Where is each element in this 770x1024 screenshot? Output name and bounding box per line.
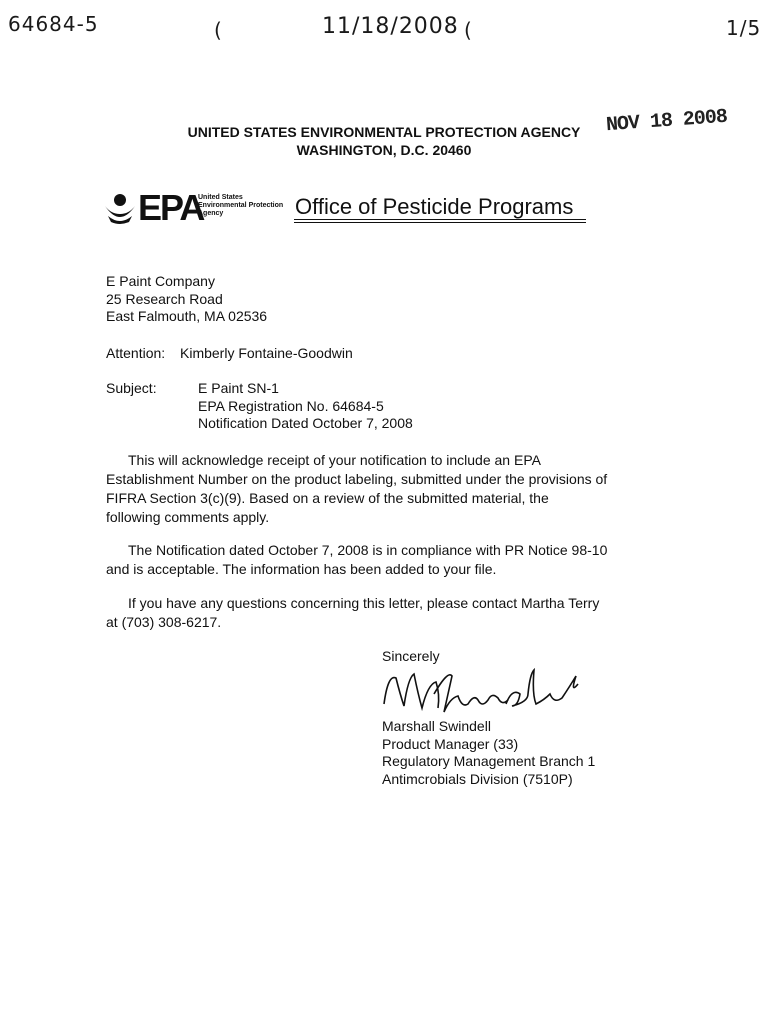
- body-paragraph-3: [106, 594, 666, 632]
- handwritten-page: 1/5: [726, 16, 762, 40]
- office-underline-2: [294, 222, 586, 223]
- subject-line-2: EPA Registration No. 64684-5: [198, 397, 384, 414]
- handwritten-date: 11/18/2008: [322, 14, 459, 39]
- epa-logo-subtext: [198, 194, 283, 218]
- closing-salutation: Sincerely: [382, 648, 440, 664]
- received-date-stamp: NOV 18 2008: [605, 105, 728, 138]
- subject-line-3: Notification Dated October 7, 2008: [198, 415, 413, 431]
- epa-logo-mark: EPA: [138, 187, 204, 228]
- office-title: Office of Pesticide Programs: [295, 194, 574, 219]
- signatory-branch: Regulatory Management Branch 1: [382, 753, 596, 769]
- epa-logo-line1: United States: [198, 194, 243, 201]
- p1-line-1: This will acknowledge receipt of your notification to include an EPA: [128, 452, 541, 468]
- body-paragraph-2: [106, 541, 666, 579]
- subject-line-1: E Paint SN-1: [198, 380, 279, 396]
- body-paragraph-1: [106, 451, 666, 527]
- signatory-title: Product Manager (33): [382, 735, 519, 752]
- signatory-name: Marshall Swindell: [382, 718, 491, 734]
- p1-line-3: FIFRA Section 3(c)(9). Based on a review of the submitted material, the: [106, 490, 549, 506]
- address-company: E Paint Company: [106, 273, 215, 289]
- signatory-division: Antimcrobials Division (7510P): [382, 770, 573, 787]
- subject-label: Subject:: [106, 380, 157, 396]
- address-street: 25 Research Road: [106, 290, 223, 307]
- epa-logo-line2: Environmental Protection: [198, 202, 284, 209]
- attention-name: Kimberly Fontaine-Goodwin: [180, 345, 353, 361]
- epa-logo-line3: Agency: [198, 210, 224, 217]
- address-city: East Falmouth, MA 02536: [106, 308, 268, 324]
- office-underline-1: [294, 219, 586, 220]
- handwritten-reg-number: 64684-5: [8, 12, 99, 36]
- subject-block: [198, 380, 413, 433]
- address-block: [106, 273, 267, 326]
- agency-location: WASHINGTON, D.C. 20460: [296, 142, 472, 158]
- p3-line-1: If you have any questions concerning this letter, please contact Martha Terry: [128, 595, 600, 611]
- attention-label: Attention:: [106, 345, 166, 361]
- epa-flower-icon: [103, 192, 137, 226]
- p2-line-2: and is acceptable. The information has been added to your file.: [106, 561, 497, 577]
- p1-line-4: following comments apply.: [106, 509, 270, 525]
- handwritten-paren-right: (: [464, 18, 473, 42]
- p1-line-2: Establishment Number on the product labeling, submitted under the provisions of: [106, 471, 608, 487]
- agency-header: UNITED STATES ENVIRONMENTAL PROTECTION AGENCY: [187, 124, 581, 140]
- p2-line-1: The Notification dated October 7, 2008 is in compliance with PR Notice 98-10: [128, 542, 608, 558]
- handwritten-signature: [378, 664, 588, 724]
- p3-line-2: at (703) 308-6217.: [106, 614, 222, 630]
- signatory-block: [382, 718, 595, 788]
- handwritten-paren-left: (: [214, 18, 223, 42]
